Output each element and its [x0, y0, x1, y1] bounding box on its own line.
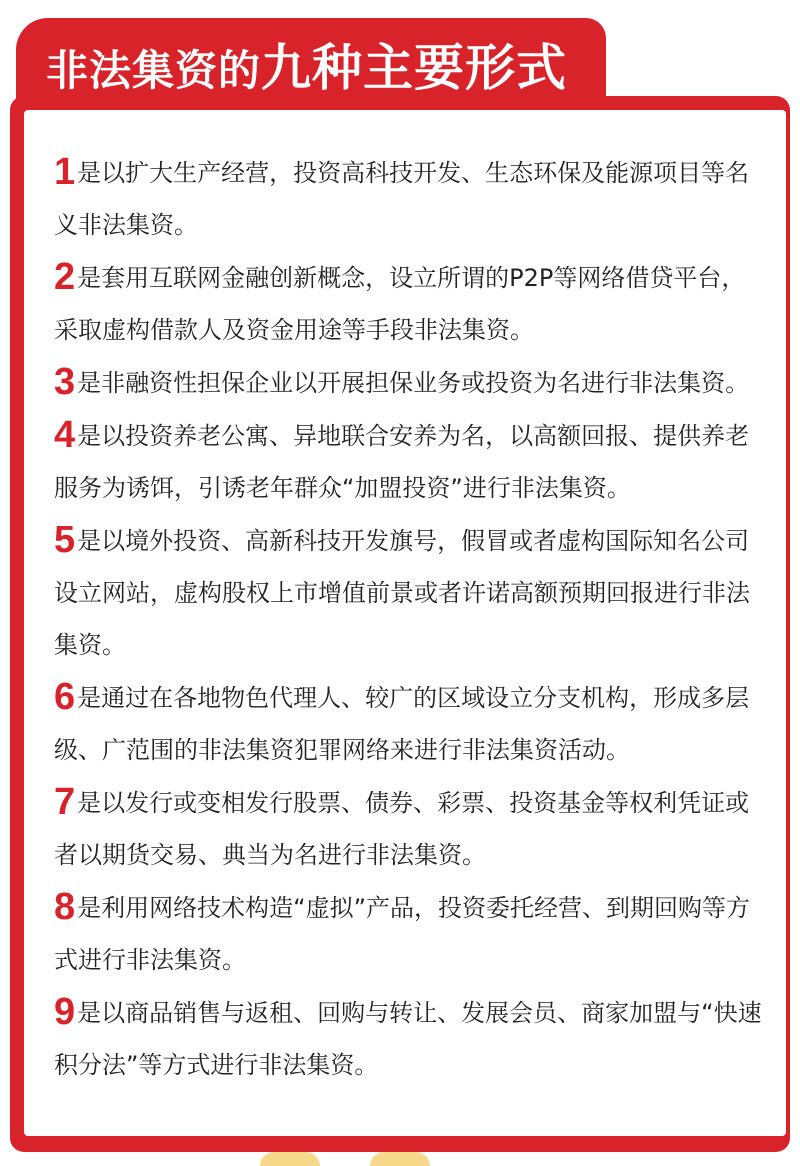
list-item [54, 671, 764, 776]
list-item [54, 986, 764, 1091]
item-number: 8 [54, 886, 76, 928]
list-item [54, 409, 764, 514]
bottom-decoration [240, 1152, 560, 1166]
item-text: 是以发行或变相发行股票、债券、彩票、投资基金等权利凭证或者以期货交易、典当为名进行非法集资。 [54, 789, 750, 869]
item-text: 是套用互联网金融创新概念，设立所谓的P2P等网络借贷平台，采取虚构借款人及资金用途等手段非法集资。 [54, 264, 746, 344]
item-text: 是以扩大生产经营，投资高科技开发、生态环保及能源项目等名义非法集资。 [54, 159, 750, 239]
title-part-1: 非法集资的 [46, 46, 262, 95]
list-item [54, 881, 764, 986]
list-item [54, 356, 764, 409]
item-number: 2 [54, 256, 76, 298]
decoration-shape [370, 1152, 430, 1166]
item-text: 是以境外投资、高新科技开发旗号，假冒或者虚构国际知名公司设立网站，虚构股权上市增值前景或者许诺高额预期回报进行非法集资。 [54, 527, 750, 659]
list-item [54, 514, 764, 671]
item-text: 是非融资性担保企业以开展担保业务或投资为名进行非法集资。 [77, 369, 750, 397]
list-item [54, 146, 764, 251]
page-title [46, 28, 567, 100]
list-item [54, 251, 764, 356]
item-number: 6 [54, 676, 76, 718]
decoration-shape [260, 1152, 320, 1166]
item-text: 是以商品销售与返租、回购与转让、发展会员、商家加盟与“快速积分法”等方式进行非法集资。 [54, 999, 762, 1079]
title-tab [16, 18, 606, 110]
item-number: 9 [54, 991, 76, 1033]
item-number: 5 [54, 519, 76, 561]
item-number: 1 [54, 151, 76, 193]
item-number: 7 [54, 781, 76, 823]
item-text: 是以投资养老公寓、异地联合安养为名，以高额回报、提供养老服务为诱饵，引诱老年群众“加盟投资”进行非法集资。 [54, 422, 750, 502]
item-number: 4 [54, 414, 76, 456]
content-panel [24, 110, 786, 1136]
item-number: 3 [54, 361, 76, 403]
item-text: 是利用网络技术构造“虚拟”产品，投资委托经营、到期回购等方式进行非法集资。 [54, 894, 751, 974]
list-item [54, 776, 764, 881]
title-part-2: 九种主要形式 [261, 39, 568, 97]
item-text: 是通过在各地物色代理人、较广的区域设立分支机构，形成多层级、广范围的非法集资犯罪网络来进行非法集资活动。 [54, 684, 750, 764]
